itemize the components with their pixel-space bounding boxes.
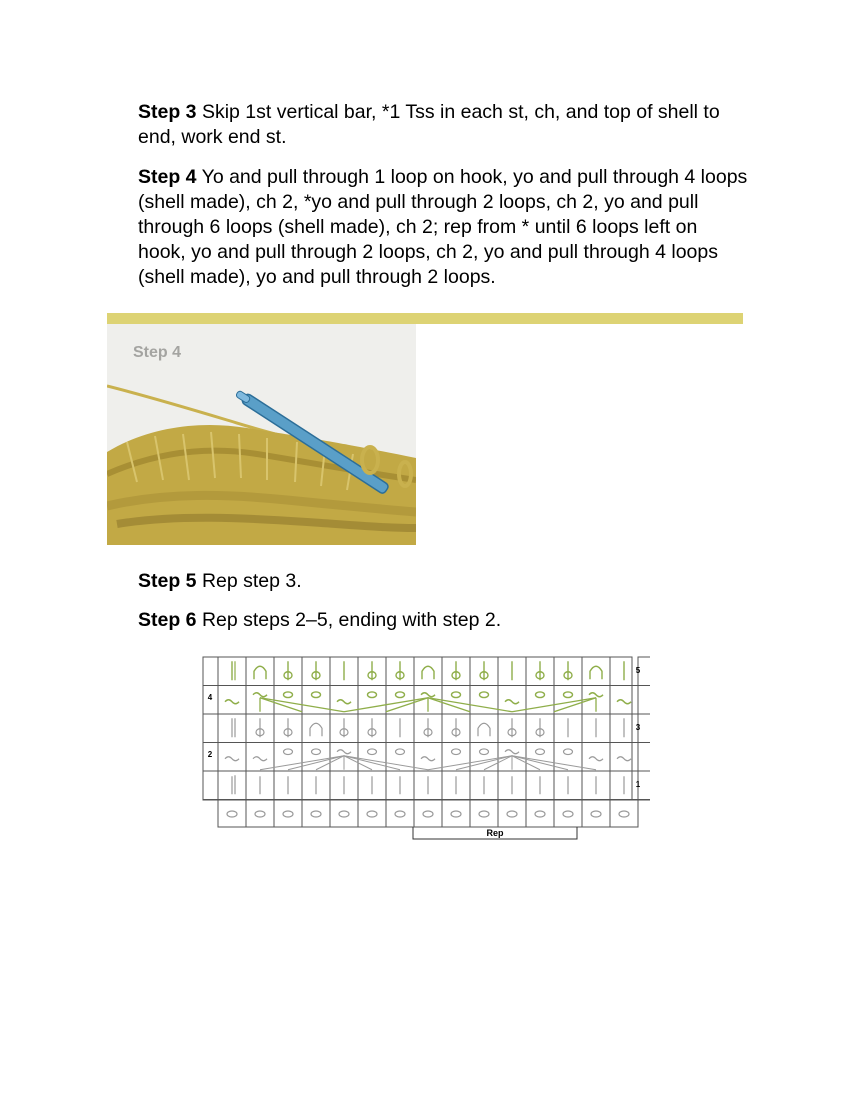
step-4-text: Yo and pull through 1 loop on hook, yo and pull through 4 loops (shell made), ch 2, *yo and pull through 2 loops, ch 2, yo and pull through 6 loops (shell made), ch 2; rep from * until 6 loops left on hook, yo and pull through 2 loops, ch 2, yo and pull through 4 loops (shell made), yo and pull through 2 loops.: [138, 166, 748, 288]
chain-symbol: [395, 811, 405, 817]
step-6-text: Rep steps 2–5, ending with step 2.: [196, 609, 502, 631]
tilde-symbol: [421, 757, 435, 761]
chain-symbol: [255, 811, 265, 817]
tilde-symbol: [589, 757, 603, 761]
step-6-paragraph: [138, 608, 748, 633]
chain-symbol: [564, 749, 573, 755]
tilde-symbol: [225, 700, 239, 704]
tilde-symbol: [617, 757, 631, 761]
chain-symbol: [227, 811, 237, 817]
arch-symbol: [254, 666, 266, 679]
chart-foundation-row: [218, 800, 638, 827]
chain-symbol: [591, 811, 601, 817]
tilde-symbol: [589, 693, 603, 697]
chain-symbol: [507, 811, 517, 817]
chain-symbol: [311, 811, 321, 817]
step-4-photo: [107, 324, 416, 545]
tilde-symbol: [505, 700, 519, 704]
tilde-symbol: [253, 693, 267, 697]
chain-symbol: [619, 811, 629, 817]
tilde-symbol: [337, 700, 351, 704]
chain-symbol: [367, 811, 377, 817]
row-number-4: 4: [207, 693, 213, 702]
chart-symbols: [225, 661, 631, 817]
step-4-paragraph: [138, 165, 748, 290]
chain-symbol: [480, 692, 489, 698]
photo-step-label: Step 4: [133, 344, 182, 361]
accent-band: [107, 313, 743, 324]
arch-symbol: [590, 666, 602, 679]
chart-grid: [203, 657, 650, 827]
chain-symbol: [284, 692, 293, 698]
shell-line: [386, 698, 428, 712]
arch-symbol: [422, 666, 434, 679]
shell-line: [260, 698, 302, 712]
repeat-bracket: [413, 827, 577, 839]
stitch-chart: [200, 655, 650, 845]
chain-symbol: [451, 811, 461, 817]
shell-line: [344, 756, 400, 770]
tilde-symbol: [225, 757, 239, 761]
chain-symbol: [564, 692, 573, 698]
step-4-label: Step 4: [138, 166, 197, 188]
arch-symbol: [478, 723, 490, 736]
chain-symbol: [339, 811, 349, 817]
chain-symbol: [312, 692, 321, 698]
step-3-text: Skip 1st vertical bar, *1 Tss in each st, ch, and top of shell to end, work end st.: [138, 101, 720, 148]
tilde-symbol: [421, 693, 435, 697]
chain-symbol: [535, 811, 545, 817]
step-6-label: Step 6: [138, 609, 197, 631]
chain-symbol: [283, 811, 293, 817]
repeat-label: Rep: [486, 828, 504, 838]
tilde-symbol: [505, 750, 519, 754]
chain-symbol: [396, 749, 405, 755]
chain-symbol: [368, 692, 377, 698]
tilde-symbol: [253, 757, 267, 761]
shell-line: [554, 698, 596, 712]
arch-symbol: [310, 723, 322, 736]
row-number-5: 5: [635, 666, 641, 675]
step-5-paragraph: [138, 569, 748, 594]
chain-symbol: [452, 749, 461, 755]
chain-symbol: [284, 749, 293, 755]
step-3-paragraph: [138, 100, 748, 150]
chain-symbol: [480, 749, 489, 755]
chain-symbol: [536, 749, 545, 755]
shell-line: [288, 756, 344, 770]
row-number-1: 1: [635, 780, 641, 789]
shell-line: [456, 756, 512, 770]
tilde-symbol: [337, 750, 351, 754]
chain-symbol: [423, 811, 433, 817]
shell-line: [512, 756, 568, 770]
chain-symbol: [452, 692, 461, 698]
row-number-3: 3: [635, 723, 641, 732]
chain-symbol: [312, 749, 321, 755]
shell-line: [428, 698, 470, 712]
chain-symbol: [563, 811, 573, 817]
chain-symbol: [536, 692, 545, 698]
step-5-text: Rep step 3.: [196, 570, 302, 592]
chain-symbol: [368, 749, 377, 755]
chain-symbol: [396, 692, 405, 698]
step-5-label: Step 5: [138, 570, 197, 592]
chain-symbol: [479, 811, 489, 817]
tilde-symbol: [617, 700, 631, 704]
step-3-label: Step 3: [138, 101, 197, 123]
row-number-2: 2: [207, 750, 213, 759]
